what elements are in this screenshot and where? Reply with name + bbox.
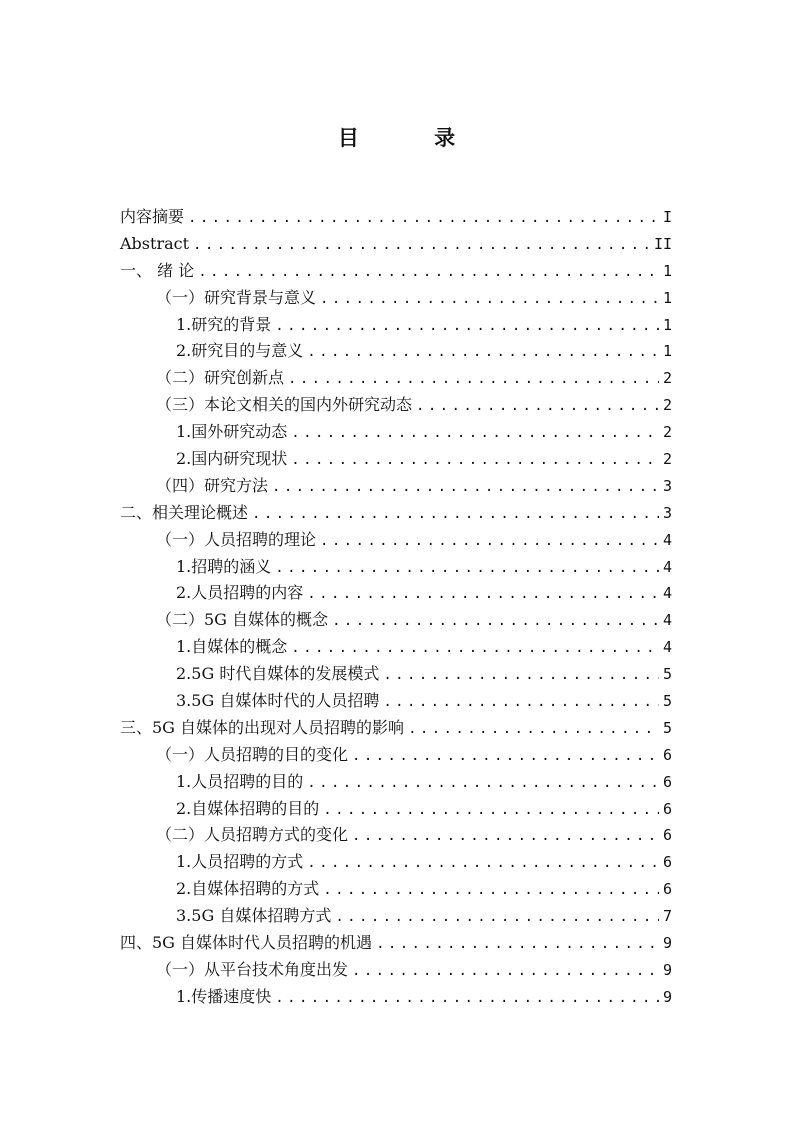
- toc-entry-title: 1.传播速度快: [176, 986, 272, 1006]
- toc-entry-title: 1.人员招聘的方式: [176, 852, 304, 872]
- toc-entry[interactable]: [120, 473, 672, 500]
- toc-entry-title: 1.国外研究动态: [176, 422, 288, 442]
- toc-entry-page: 9: [662, 987, 672, 1006]
- toc-entry-title: 2.国内研究现状: [176, 449, 288, 469]
- toc-entry[interactable]: [120, 446, 672, 473]
- dot-leader: [323, 797, 659, 824]
- toc-entry[interactable]: [120, 231, 672, 258]
- toc-entry[interactable]: [120, 258, 672, 285]
- toc-entry[interactable]: [120, 580, 672, 607]
- toc-entry-title: 1.招聘的涵义: [176, 556, 272, 576]
- toc-entry[interactable]: [120, 930, 672, 957]
- toc-entry-title: （四）研究方法: [156, 475, 269, 495]
- toc-entry[interactable]: [120, 984, 672, 1011]
- toc-entry-page: 5: [662, 692, 672, 711]
- toc-entry-title: （三）本论文相关的国内外研究动态: [156, 395, 413, 415]
- toc-entry[interactable]: [120, 607, 672, 634]
- dot-leader: [320, 286, 659, 313]
- toc-entry-title: 一、 绪 论: [120, 260, 195, 280]
- dot-leader: [383, 662, 659, 689]
- toc-entry-title: （二）研究创新点: [156, 368, 285, 388]
- toc-entry-title: 内容摘要: [120, 207, 185, 226]
- toc-entry[interactable]: [120, 634, 672, 661]
- toc-entry-title: 3.5G 自媒体招聘方式: [176, 906, 332, 926]
- toc-entry-title: （一）从平台技术角度出发: [156, 959, 349, 979]
- dot-leader: [352, 823, 659, 850]
- toc-entry[interactable]: [120, 742, 672, 769]
- dot-leader: [335, 904, 659, 931]
- toc-entry-title: 1.人员招聘的目的: [176, 771, 304, 791]
- toc-entry-page: 3: [662, 476, 672, 495]
- toc-entry[interactable]: [120, 365, 672, 392]
- toc-entry-title: 二、相关理论概述: [120, 502, 249, 522]
- dot-leader: [275, 985, 659, 1012]
- toc-entry[interactable]: [120, 715, 672, 742]
- toc-entry[interactable]: [120, 849, 672, 876]
- toc-entry-title: 3.5G 自媒体时代的人员招聘: [176, 691, 380, 711]
- dot-leader: [193, 232, 650, 259]
- toc-entry-page: 5: [662, 665, 672, 684]
- dot-leader: [307, 581, 659, 608]
- toc-entry-page: 4: [662, 611, 672, 630]
- dot-leader: [323, 877, 659, 904]
- toc-entry[interactable]: [120, 204, 672, 231]
- dot-leader: [288, 366, 659, 393]
- toc-entry[interactable]: [120, 876, 672, 903]
- toc-entry[interactable]: [120, 500, 672, 527]
- toc-entry-title: 2.5G 时代自媒体的发展模式: [176, 664, 380, 684]
- toc-entry-page: 6: [662, 826, 672, 845]
- dot-leader: [352, 743, 659, 770]
- dot-leader: [416, 393, 659, 420]
- toc-entry-title: （二）5G 自媒体的概念: [156, 610, 329, 630]
- toc-entry[interactable]: [120, 661, 672, 688]
- dot-leader: [272, 474, 659, 501]
- toc-entry-page: 6: [662, 772, 672, 791]
- toc-entry[interactable]: [120, 796, 672, 823]
- toc-entry[interactable]: [120, 285, 672, 312]
- toc-entry-title: Abstract: [120, 233, 190, 253]
- dot-leader: [291, 420, 659, 447]
- toc-entry-title: 2.自媒体招聘的目的: [176, 798, 320, 818]
- dot-leader: [307, 850, 659, 877]
- toc-entry[interactable]: [120, 554, 672, 581]
- dot-leader: [275, 555, 659, 582]
- toc-entry-title: 2.自媒体招聘的方式: [176, 879, 320, 899]
- toc-entry-title: （一）研究背景与意义: [156, 287, 317, 307]
- toc-entry-page: 4: [662, 584, 672, 603]
- dot-leader: [252, 501, 659, 528]
- toc-entry-page: 2: [662, 450, 672, 469]
- toc-entry-page: 4: [662, 557, 672, 576]
- toc-entry-page: 9: [662, 934, 672, 953]
- table-of-contents: [120, 204, 672, 1011]
- toc-entry-page: 2: [662, 369, 672, 388]
- page-title: 目 录: [337, 125, 490, 150]
- toc-entry-page: 6: [662, 745, 672, 764]
- toc-entry[interactable]: [120, 769, 672, 796]
- dot-leader: [352, 958, 659, 985]
- toc-entry-page: 2: [662, 396, 672, 415]
- dot-leader: [332, 608, 659, 635]
- toc-entry-page: 4: [662, 530, 672, 549]
- toc-entry-title: 1.自媒体的概念: [176, 637, 288, 657]
- toc-entry[interactable]: [120, 419, 672, 446]
- toc-entry-page: 6: [662, 880, 672, 899]
- toc-entry-page: 1: [662, 261, 672, 280]
- toc-entry-title: （一）人员招聘的目的变化: [156, 744, 349, 764]
- toc-entry[interactable]: [120, 312, 672, 339]
- toc-entry-page: 1: [662, 288, 672, 307]
- dot-leader: [291, 447, 659, 474]
- toc-entry[interactable]: [120, 822, 672, 849]
- toc-entry-page: 1: [662, 342, 672, 361]
- dot-leader: [188, 205, 659, 232]
- toc-entry-title: 四、5G 自媒体时代人员招聘的机遇: [120, 933, 373, 953]
- toc-entry-title: 1.研究的背景: [176, 314, 272, 334]
- toc-entry[interactable]: [120, 957, 672, 984]
- toc-entry-title: 2.人员招聘的内容: [176, 583, 304, 603]
- dot-leader: [275, 313, 659, 340]
- dot-leader: [383, 689, 659, 716]
- toc-entry[interactable]: [120, 392, 672, 419]
- toc-entry-page: II: [653, 234, 672, 253]
- toc-entry[interactable]: [120, 527, 672, 554]
- toc-entry-page: 3: [662, 503, 672, 522]
- toc-entry[interactable]: [120, 903, 672, 930]
- toc-entry-title: （二）人员招聘方式的变化: [156, 825, 349, 845]
- toc-entry-page: 4: [662, 638, 672, 657]
- toc-entry[interactable]: [120, 688, 672, 715]
- toc-entry-page: 9: [662, 960, 672, 979]
- toc-entry-page: 5: [662, 718, 672, 737]
- toc-entry-title: （一）人员招聘的理论: [156, 529, 317, 549]
- dot-leader: [408, 716, 659, 743]
- toc-entry-page: 6: [662, 799, 672, 818]
- toc-entry-page: 6: [662, 853, 672, 872]
- toc-entry[interactable]: [120, 338, 672, 365]
- toc-entry-page: 2: [662, 423, 672, 442]
- dot-leader: [291, 635, 659, 662]
- dot-leader: [307, 339, 659, 366]
- toc-entry-title: 2.研究目的与意义: [176, 341, 304, 361]
- toc-entry-page: 7: [662, 907, 672, 926]
- dot-leader: [307, 770, 659, 797]
- dot-leader: [376, 931, 659, 958]
- dot-leader: [198, 259, 659, 286]
- toc-entry-page: 1: [662, 315, 672, 334]
- toc-entry-page: I: [662, 208, 672, 226]
- dot-leader: [320, 528, 659, 555]
- toc-entry-title: 三、5G 自媒体的出现对人员招聘的影响: [120, 717, 405, 737]
